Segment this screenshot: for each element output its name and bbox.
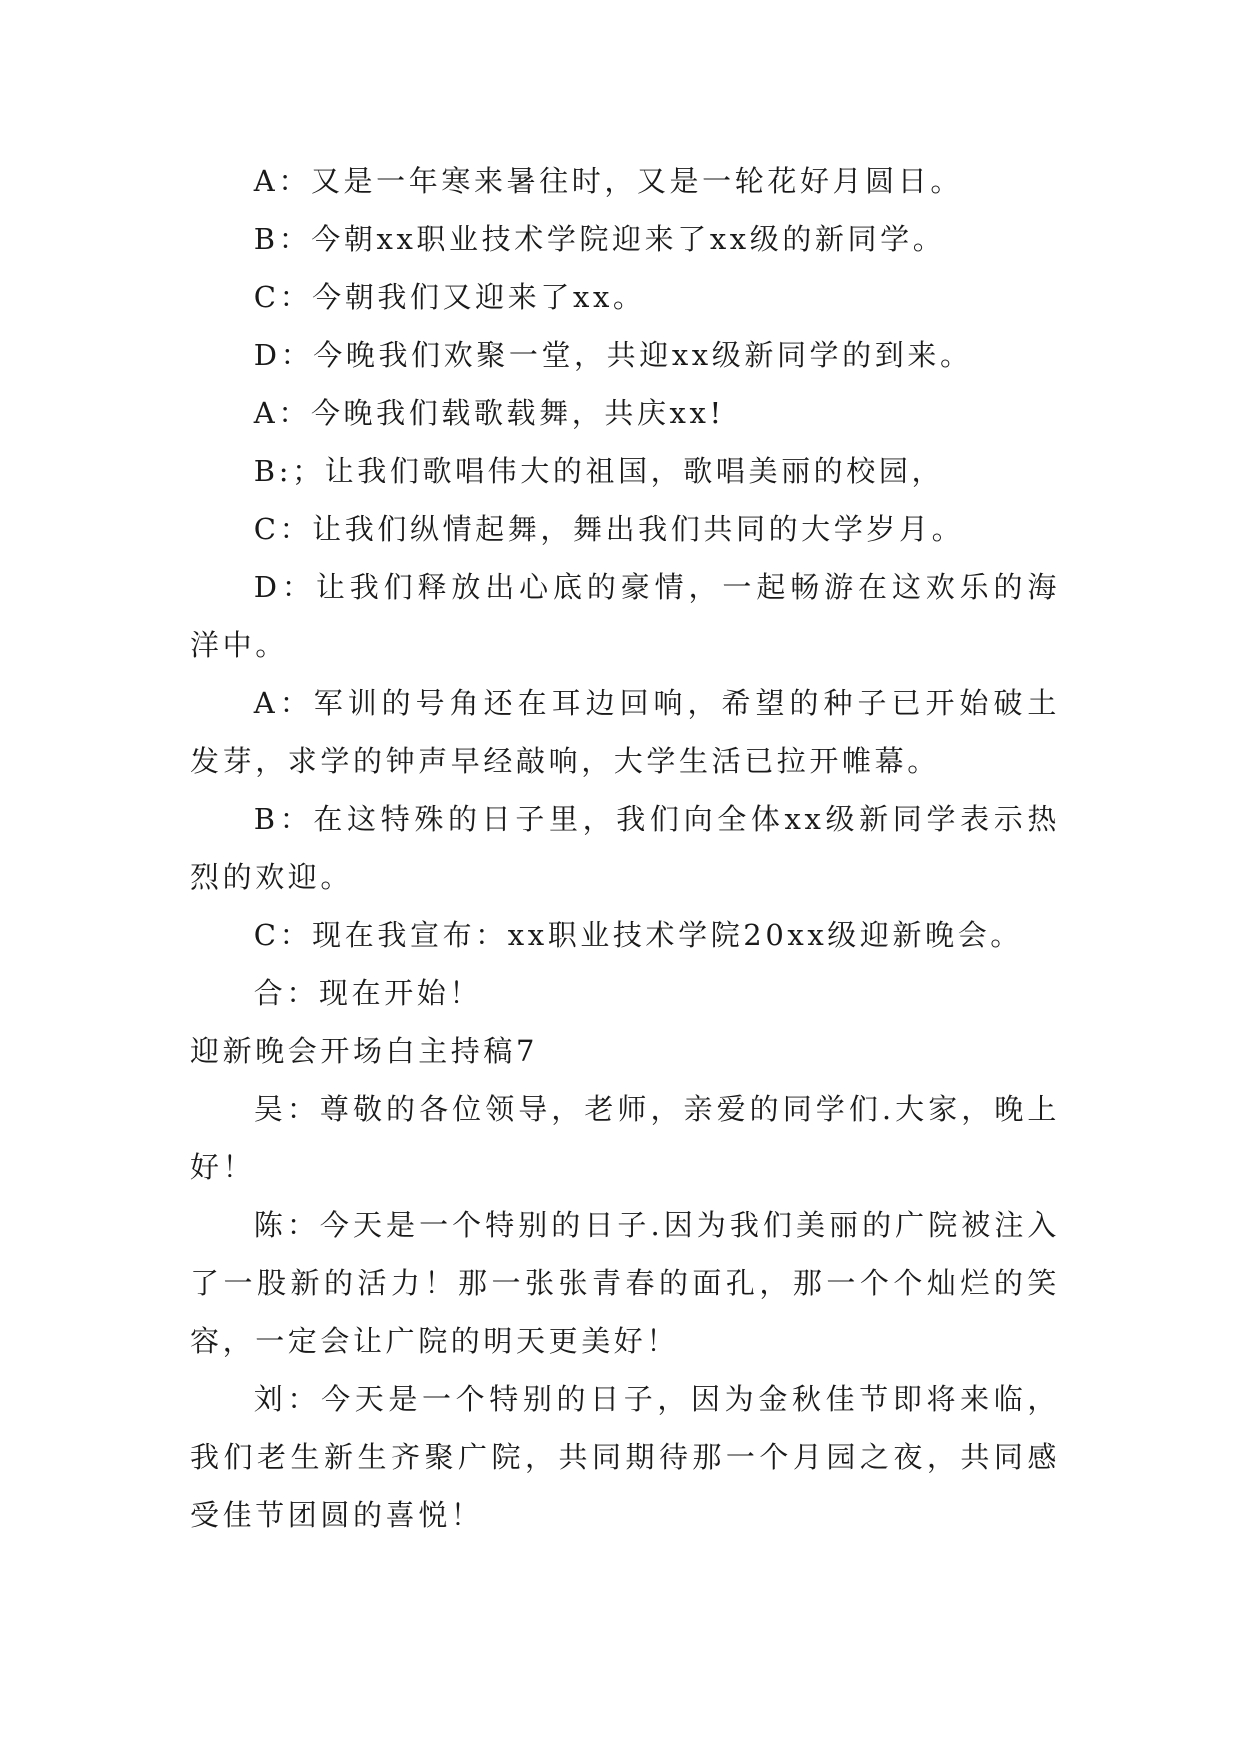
script-line-d-2: D：让我们释放出心底的豪情，一起畅游在这欢乐的海洋中。 xyxy=(190,570,1060,662)
script-line-c-1: C：今朝我们又迎来了xx。 xyxy=(253,280,646,314)
script-line-a-1: A：又是一年寒来暑往时，又是一轮花好月圆日。 xyxy=(253,164,963,198)
script-line-a-2: A：今晚我们载歌载舞，共庆xx! xyxy=(253,396,725,430)
script-line-b-1: B：今朝xx职业技术学院迎来了xx级的新同学。 xyxy=(253,222,946,256)
script-line-a-3: A：军训的号角还在耳边回响，希望的种子已开始破土发芽，求学的钟声早经敲响，大学生活已拉开帷幕。 xyxy=(190,686,1060,778)
section-heading: 迎新晚会开场白主持稿7 xyxy=(190,1034,539,1068)
script-line-liu: 刘：今天是一个特别的日子，因为金秋佳节即将来临，我们老生新生齐聚广院，共同期待那一个月园之夜，共同感受佳节团圆的喜悦！ xyxy=(190,1382,1060,1532)
script-line-d-1: D：今晚我们欢聚一堂，共迎xx级新同学的到来。 xyxy=(253,338,973,372)
script-line-b-2: B:；让我们歌唱伟大的祖国，歌唱美丽的校园， xyxy=(253,454,945,488)
script-line-wu: 吴：尊敬的各位领导，老师，亲爱的同学们.大家，晚上好！ xyxy=(190,1092,1060,1184)
script-line-c-3: C：现在我宣布：xx职业技术学院20xx级迎新晚会。 xyxy=(253,918,1023,952)
script-line-c-2: C：让我们纵情起舞，舞出我们共同的大学岁月。 xyxy=(253,512,965,546)
script-line-chen: 陈：今天是一个特别的日子.因为我们美丽的广院被注入了一股新的活力！那一张张青春的面孔，那一个个灿烂的笑容，一定会让广院的明天更美好！ xyxy=(190,1208,1060,1358)
document-body xyxy=(190,152,1060,1544)
script-line-together: 合：现在开始！ xyxy=(253,976,482,1010)
script-line-b-3: B：在这特殊的日子里，我们向全体xx级新同学表示热烈的欢迎。 xyxy=(190,802,1060,894)
